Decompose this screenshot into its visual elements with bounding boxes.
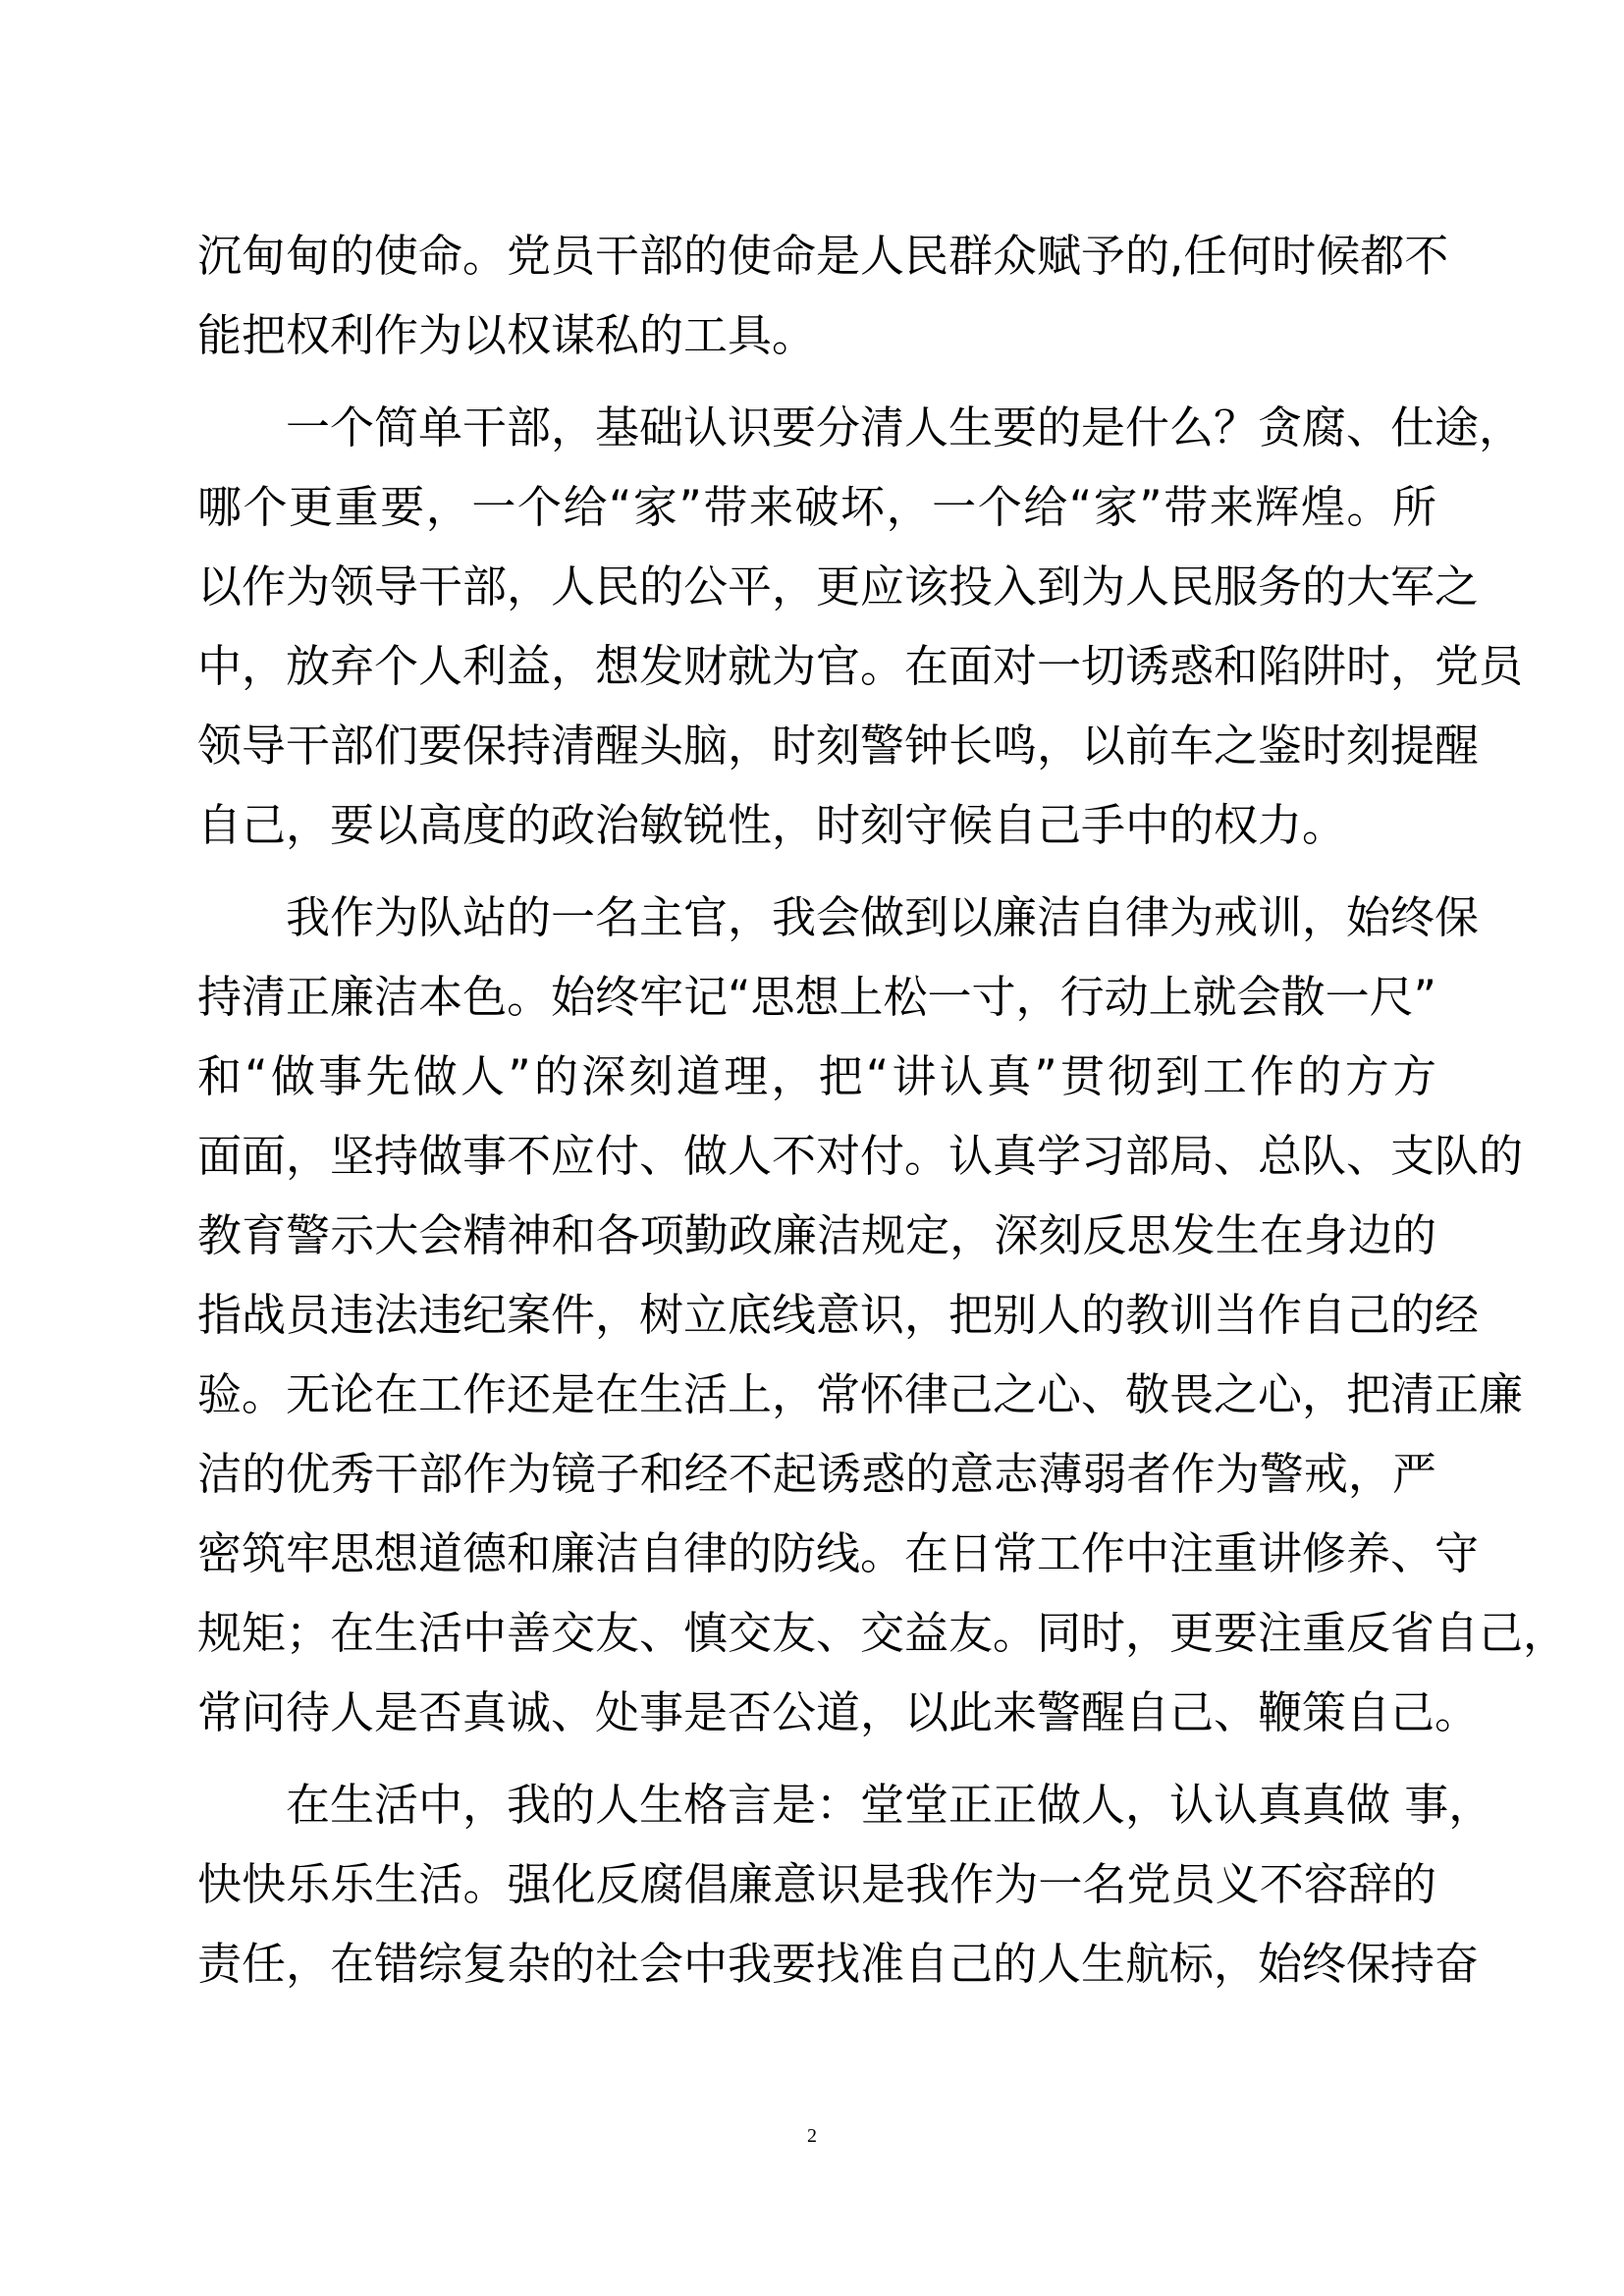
text-line: 密筑牢思想道德和廉洁自律的防线。在日常工作中注重讲修养、守 [197, 1527, 1480, 1579]
paragraph [197, 878, 1568, 1752]
text-line: 快快乐乐生活。强化反腐倡廉意识是我作为一名党员义不容辞的 [197, 1858, 1436, 1910]
text-line: 哪个更重要，一个给“家”带来破坏，一个给“家”带来辉煌。所 [197, 481, 1436, 533]
text-line: 中，放弃个人利益，想发财就为官。在面对一切诱惑和陷阱时，党员 [197, 640, 1524, 692]
text-line: 沉甸甸的使命。党员干部的使命是人民群众赋予的,任何时候都不 [197, 230, 1449, 282]
text-line: 以作为领导干部，人民的公平，更应该投入到为人民服务的大军之 [197, 561, 1480, 613]
text-line: 在生活中，我的人生格言是：堂堂正正做人，认认真真做 事， [286, 1779, 1493, 1831]
text-line: 验。无论在工作还是在生活上，常怀律己之心、敬畏之心，把清正廉 [197, 1368, 1524, 1420]
text-line: 常问待人是否真诚、处事是否公道，以此来警醒自己、鞭策自己。 [197, 1686, 1480, 1738]
document-body [197, 216, 1568, 2016]
text-line: 一个简单干部，基础认识要分清人生要的是什么？贪腐、仕途， [286, 401, 1524, 454]
text-line: 和“做事先做人”的深刻道理，把“讲认真”贯彻到工作的方方 [197, 1050, 1436, 1102]
text-line: 洁的优秀干部作为镜子和经不起诱惑的意志薄弱者作为警戒，严 [197, 1448, 1436, 1500]
text-line: 责任，在错综复杂的社会中我要找准自己的人生航标，始终保持奋 [197, 1938, 1480, 1990]
text-line: 自己，要以高度的政治敏锐性，时刻守候自己手中的权力。 [197, 799, 1347, 851]
text-line: 持清正廉洁本色。始终牢记“思想上松一寸，行动上就会散一尺” [197, 971, 1436, 1023]
text-line: 教育警示大会精神和各项勤政廉洁规定，深刻反思发生在身边的 [197, 1209, 1436, 1261]
text-line: 我作为队站的一名主官，我会做到以廉洁自律为戒训，始终保 [286, 891, 1480, 943]
page-number: 2 [807, 2125, 817, 2147]
text-line: 规矩；在生活中善交友、慎交友、交益友。同时，更要注重反省自己， [197, 1607, 1568, 1659]
paragraph [197, 216, 1449, 375]
text-line: 领导干部们要保持清醒头脑，时刻警钟长鸣，以前车之鉴时刻提醒 [197, 720, 1480, 772]
paragraph [197, 1765, 1493, 2003]
text-line: 面面，坚持做事不应付、做人不对付。认真学习部局、总队、支队的 [197, 1130, 1524, 1182]
text-line: 能把权利作为以权谋私的工具。 [197, 309, 817, 361]
paragraph [197, 388, 1524, 865]
text-line: 指战员违法违纪案件，树立底线意识，把别人的教训当作自己的经 [197, 1289, 1480, 1341]
